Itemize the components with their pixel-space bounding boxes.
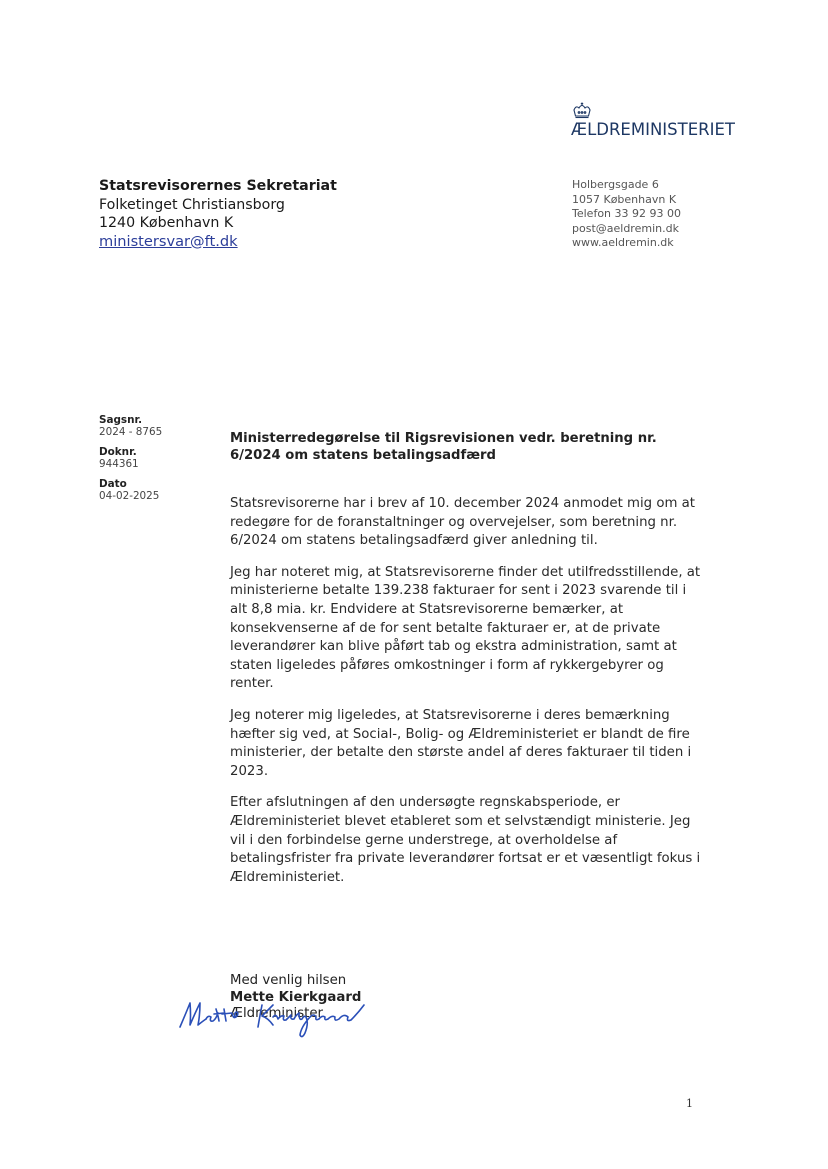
- case-number-value: 2024 - 8765: [99, 425, 163, 438]
- paragraph: Jeg noterer mig ligeledes, at Statsrevisorerne i deres bemærkning hæfter sig ved, at Social-, Bolig- og Ældreministeriet er blandt de fire ministerier, der betalte den største andel af deres fakturaer til tiden i 2023.: [230, 707, 692, 779]
- recipient-line2: 1240 København K: [99, 215, 234, 231]
- paragraph: Efter afslutningen af den undersøgte regnskabsperiode, er Ældreministeriet blevet etableret som et selvstændigt ministerie. Jeg vil i den forbindelse gerne understrege, at overholdelse af betalingsfrister fra private leverandører fortsat er et væsentligt fokus i Ældreministeriet.: [230, 795, 701, 885]
- letter-body: [230, 495, 705, 900]
- document-meta: [99, 415, 162, 511]
- sender-phone: Telefon 33 92 93 00: [572, 207, 681, 220]
- logo-wordmark: ÆLDREMINISTERIET: [571, 120, 735, 139]
- sender-city: 1057 København K: [572, 192, 677, 206]
- case-number-label: Sagsnr.: [99, 414, 143, 426]
- recipient-address: [99, 177, 337, 251]
- recipient-email-link[interactable]: ministersvar@ft.dk: [99, 232, 238, 250]
- sender-email: post@aeldremin.dk: [572, 221, 679, 235]
- doc-number-value: 944361: [99, 457, 139, 470]
- sender-web: www.aeldremin.dk: [572, 236, 674, 249]
- date-value: 04-02-2025: [99, 489, 160, 502]
- signer-title: Ældreminister: [230, 1006, 324, 1021]
- signer-name: Mette Kierkgaard: [230, 989, 362, 1005]
- crown-icon: [571, 102, 593, 120]
- sender-street: Holbergsgade 6: [572, 178, 659, 191]
- sender-address: [572, 178, 681, 251]
- greeting: Med venlig hilsen: [230, 973, 347, 988]
- doc-number-label: Doknr.: [99, 446, 137, 458]
- page-number: 1: [686, 1097, 693, 1110]
- letter-subject: Ministerredegørelse til Rigsrevisionen vedr. beretning nr. 6/2024 om statens betalingsadfærd: [230, 431, 657, 463]
- recipient-line1: Folketinget Christiansborg: [99, 196, 285, 213]
- handwritten-signature: [178, 995, 393, 1050]
- date-label: Dato: [99, 478, 127, 490]
- paragraph: Statsrevisorerne har i brev af 10. december 2024 anmodet mig om at redegøre for de foranstaltninger og overvejelser, som beretning nr. 6/2024 om statens betalingsadfærd giver anledning til.: [230, 496, 696, 549]
- recipient-org: Statsrevisorernes Sekretariat: [99, 178, 337, 194]
- paragraph: Jeg har noteret mig, at Statsrevisorerne finder det utilfredsstillende, at ministerierne betalte 139.238 fakturaer for sent i 2023 svarende til i alt 8,8 mia. kr. Endvidere at Statsrevisorerne bemærker, at konsekvenserne af de for sent betalte fakturaer er, at de private leverandører kan blive påført tab og ekstra administration, samt at staten ligeledes påføres omkostninger i form af rykkergebyrer og renter.: [230, 564, 701, 692]
